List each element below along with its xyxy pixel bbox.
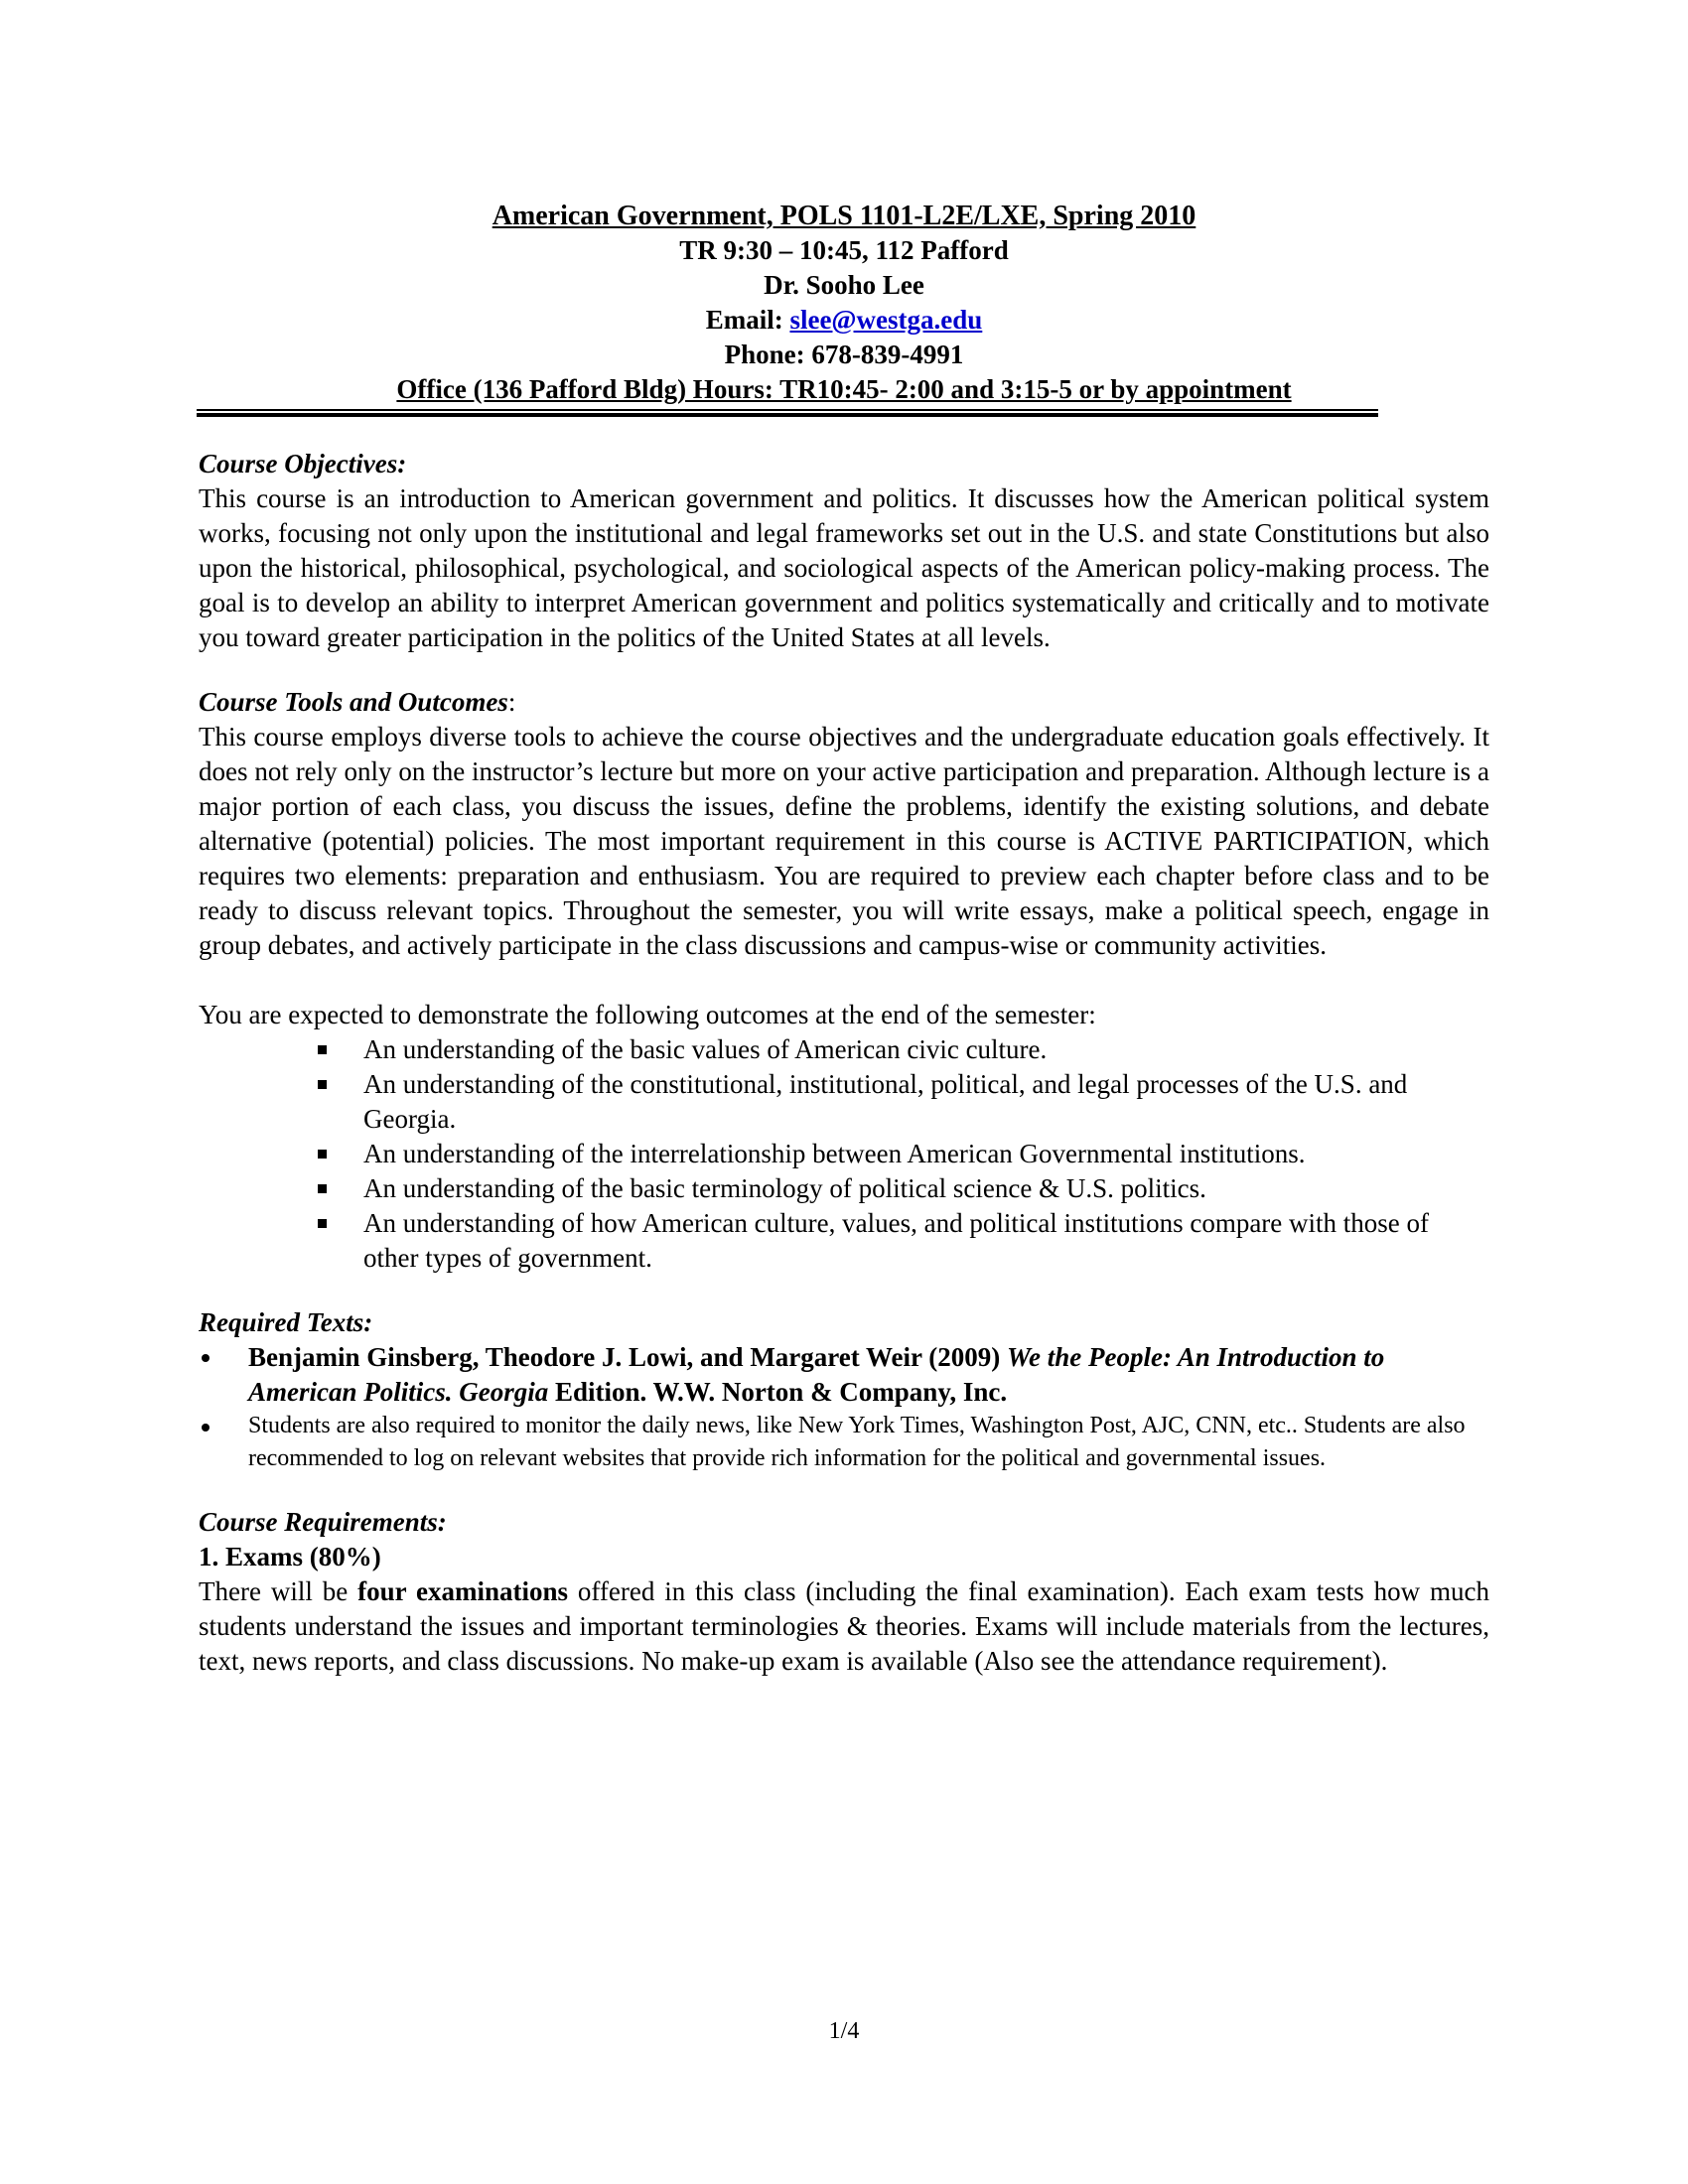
email-line — [199, 303, 1489, 338]
list-item: An understanding of the basic terminology of political science & U.S. politics. — [199, 1171, 1489, 1206]
list-item: An understanding of the basic values of American civic culture. — [199, 1032, 1489, 1067]
tools-heading-colon: : — [507, 687, 516, 717]
exams-text-post: offered in this class (including the final examination). Each exam tests how much students understand the issues and important terminologies & theories. Exams will include materials from the lectures, text, news reports, and class discussions. No make-up exam is available (Also see the attendance requirement). — [199, 1576, 1489, 1676]
exams-text-pre: There will be — [199, 1576, 358, 1606]
header-divider — [197, 409, 1378, 417]
list-item: An understanding of the constitutional, institutional, political, and legal processes of the U.S. and Georgia. — [199, 1067, 1489, 1137]
email-label: Email: — [705, 305, 790, 335]
book-title: We the People: An Introduction to American Politics. Georgia — [248, 1342, 1385, 1407]
book-authors: Benjamin Ginsberg, Theodore J. Lowi, and Margaret Weir (2009) — [248, 1342, 1008, 1372]
requirements-heading: Course Requirements: — [199, 1507, 447, 1537]
tools-heading-text: Course Tools and Outcomes — [199, 687, 508, 717]
outcomes-list — [199, 1032, 1489, 1276]
exams-body — [199, 1574, 1489, 1679]
list-item: An understanding of the interrelationship between American Governmental institutions. — [199, 1137, 1489, 1171]
objectives-body: This course is an introduction to American government and politics. It discusses how the American political system works, focusing not only upon the institutional and legal frameworks set out in the U.S. and state Constitutions but also upon the historical, philosophical, psychological, and sociological aspects of the American policy-making process. The goal is to develop an ability to interpret American government and politics systematically and critically and to motivate you toward greater participation in the politics of the United States at all levels. — [199, 483, 1489, 652]
list-item: Students are also required to monitor the daily news, like New York Times, Washington Post, AJC, CNN, etc.. Students are also recommended to log on relevant websites that provide rich information for the political and governmental issues. — [199, 1410, 1489, 1475]
outcomes-intro: You are expected to demonstrate the following outcomes at the end of the semester: — [199, 1000, 1096, 1029]
email-link[interactable]: slee@westga.edu — [789, 305, 983, 335]
tools-heading — [199, 685, 1489, 720]
texts-list — [199, 1340, 1489, 1475]
exams-heading: 1. Exams (80%) — [199, 1542, 381, 1571]
course-header — [199, 199, 1489, 407]
instructor-name: Dr. Sooho Lee — [764, 270, 924, 300]
page-number: 1/4 — [828, 2018, 860, 2044]
course-title: American Government, POLS 1101-L2E/LXE, Spring 2010 — [492, 201, 1196, 231]
exams-text-bold: four examinations — [357, 1576, 568, 1606]
office-hours-line: Office (136 Pafford Bldg) Hours: TR10:45- 2:00 and 3:15-5 or by appointment — [396, 374, 1292, 404]
texts-heading: Required Texts: — [199, 1307, 373, 1337]
list-item — [199, 1340, 1489, 1410]
syllabus-page — [199, 199, 1489, 1679]
book-publisher: Edition. W.W. Norton & Company, Inc. — [548, 1377, 1008, 1407]
course-schedule: TR 9:30 – 10:45, 112 Pafford — [679, 235, 1009, 265]
tools-body: This course employs diverse tools to achieve the course objectives and the undergraduate education goals effectively. It does not rely only on the instructor’s lecture but more on your active participation and preparation. Although lecture is a major portion of each class, you discuss the issues, define the problems, identify the existing solutions, and debate alternative (potential) policies. The most important requirement in this course is ACTIVE PARTICIPATION, which requires two elements: preparation and enthusiasm. You are required to preview each chapter before class and to be ready to discuss relevant topics. Throughout the semester, you will write essays, make a political speech, engage in group debates, and actively participate in the class discussions and campus-wise or community activities. — [199, 722, 1489, 960]
phone-line: Phone: 678-839-4991 — [724, 340, 964, 369]
objectives-heading: Course Objectives: — [199, 449, 407, 478]
list-item: An understanding of how American culture, values, and political institutions compare with those of other types of government. — [199, 1206, 1489, 1276]
